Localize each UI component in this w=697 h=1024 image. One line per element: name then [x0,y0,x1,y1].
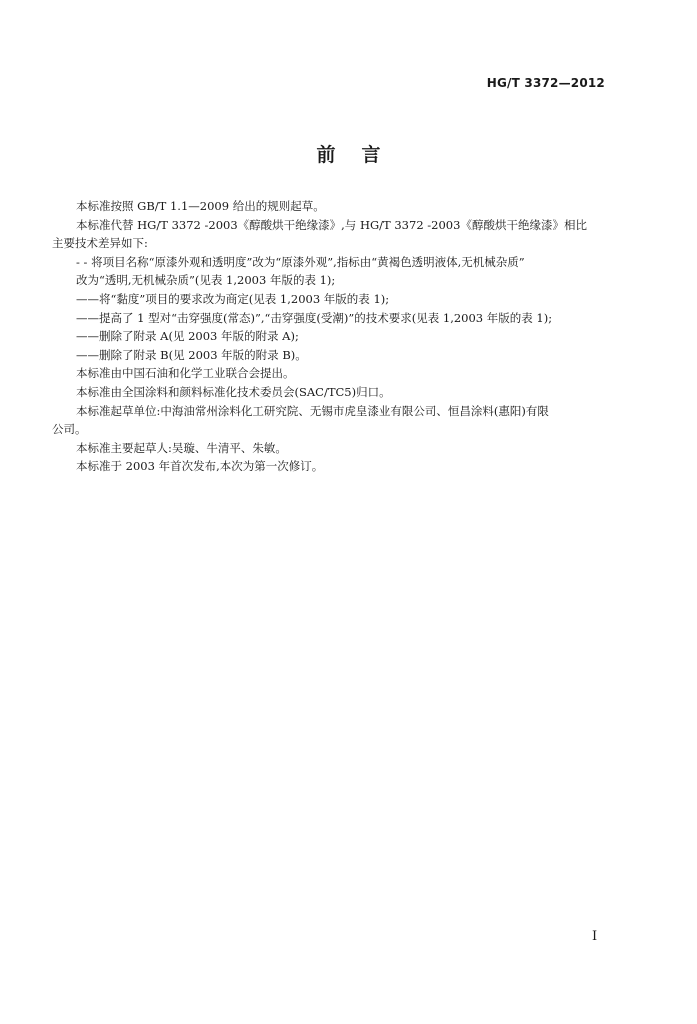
page-number: I [592,929,598,944]
paragraph-drafters: 本标准主要起草人:吴璇、牛清平、朱敏。 [76,440,287,455]
paragraph-drafting-units: 本标准起草单位:中海油常州涂料化工研究院、无锡市虎皇漆业有限公司、恒昌涂料(惠阳)有限 [76,403,549,418]
list-item-annex-a: ——删除了附录 A(见 2003 年版的附录 A); [76,329,299,344]
paragraph-publication-history: 本标准于 2003 年首次发布,本次为第一次修订。 [76,459,324,474]
page-title: 前言 [316,144,407,166]
paragraph-drafting-units-cont: 公司。 [52,422,87,437]
list-item-appearance: - - 将项目名称“原漆外观和透明度”改为“原漆外观”,指标由“黄褐色透明液体,无机械杂质” [76,254,525,269]
list-item-viscosity: ——将“黏度”项目的要求改为商定(见表 1,2003 年版的表 1); [76,291,390,306]
preface-body [52,197,608,476]
paragraph-replaces-cont: 主要技术差异如下: [52,236,148,251]
standard-code: HG/T 3372—2012 [486,76,605,90]
list-item-breakdown-strength: ——提高了 1 型对“击穿强度(常态)”,“击穿强度(受潮)”的技术要求(见表 1,2003 年版的表 1); [76,310,553,325]
paragraph-proposed-by: 本标准由中国石油和化学工业联合会提出。 [76,366,295,381]
paragraph-under-jurisdiction: 本标准由全国涂料和颜料标准化技术委员会(SAC/TC5)归口。 [76,384,391,399]
paragraph-drafting-rules: 本标准按照 GB/T 1.1—2009 给出的规则起草。 [76,199,325,213]
paragraph-replaces: 本标准代替 HG/T 3372 -2003《醇酸烘干绝缘漆》,与 HG/T 3372 -2003《醇酸烘干绝缘漆》相比 [76,217,587,232]
list-item-annex-b: ——删除了附录 B(见 2003 年版的附录 B)。 [76,347,307,362]
list-item-appearance-cont: 改为“透明,无机械杂质”(见表 1,2003 年版的表 1); [76,273,336,288]
